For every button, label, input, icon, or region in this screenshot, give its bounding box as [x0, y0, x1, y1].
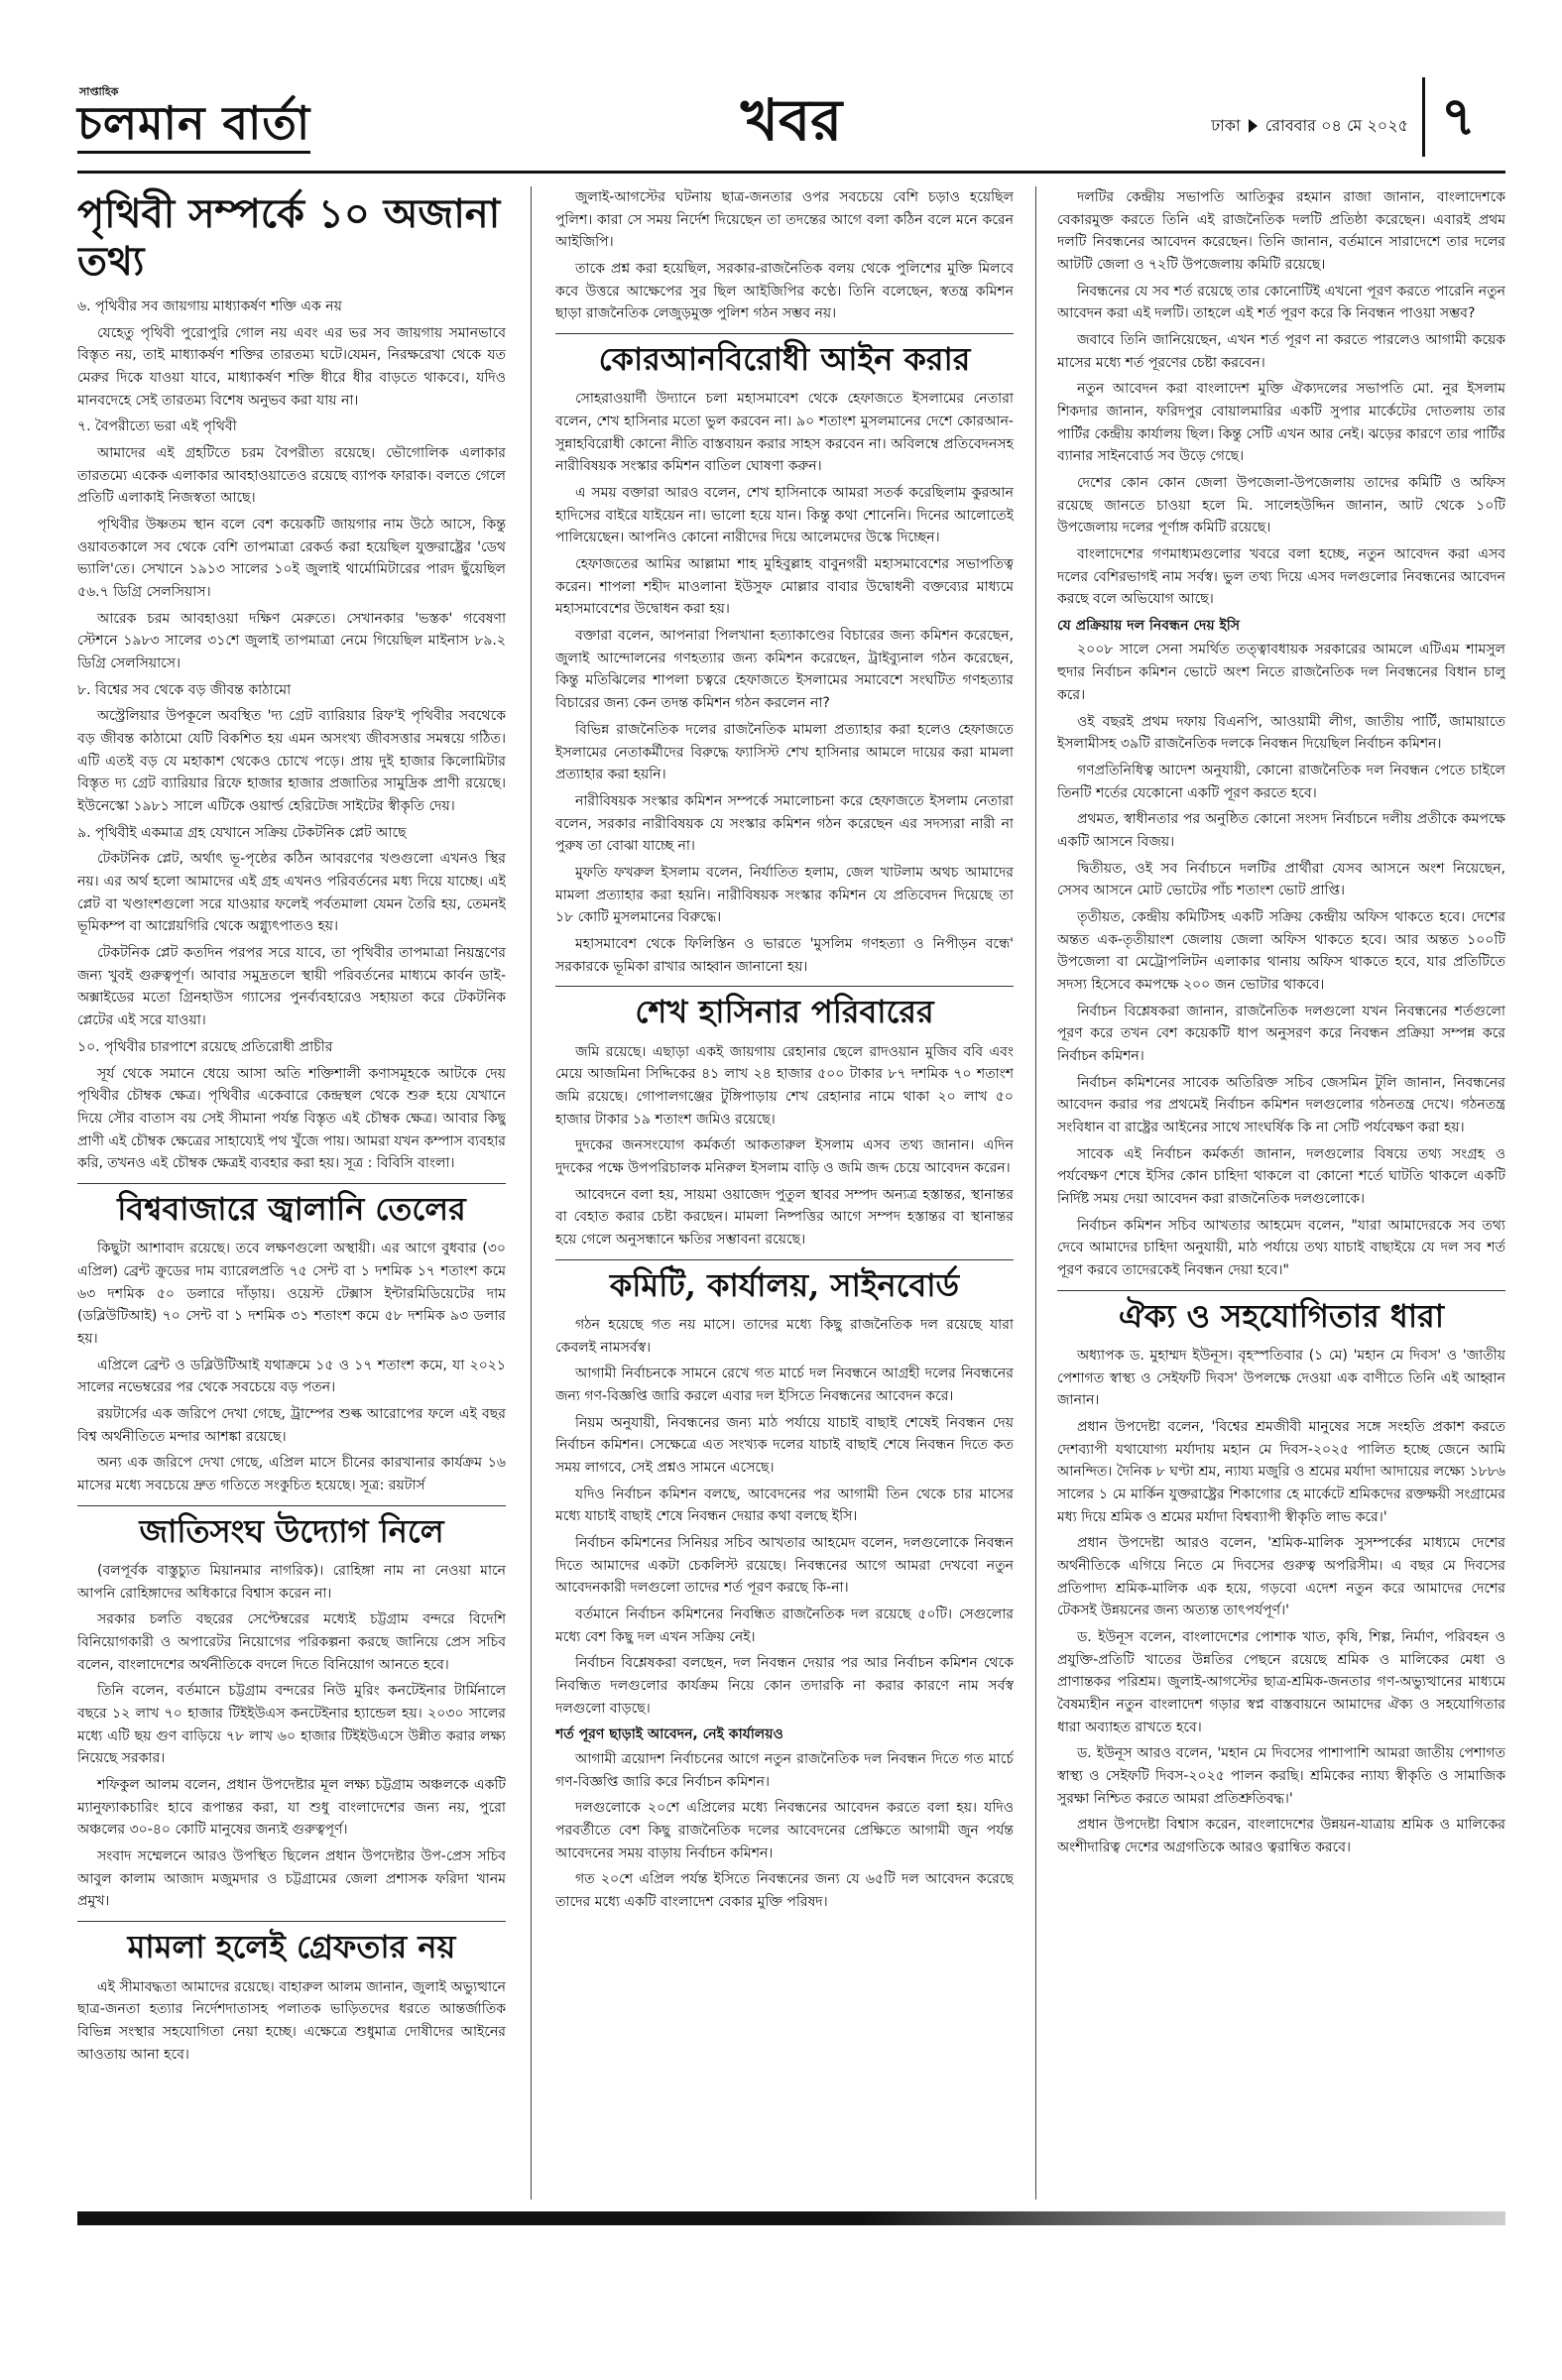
article-paragraph: যদিও নির্বাচন কমিশন বলছে, আবেদনের পর আগামী তিন থেকে চার মাসের মধ্যে যাচাই বাছাই শেষে নিবন্ধন দেয়ার কথা বলছে ইসি। — [555, 1486, 1014, 1525]
article-divider — [77, 1921, 506, 1922]
article-paragraph: সাবেক এই নির্বাচন কর্মকর্তা জানান, দলগুলোর বিষয়ে তথ্য সংগ্রহ ও পর্যবেক্ষণ শেষে ইসির কোন চাহিদা থাকলে বা কোনো শর্তে ঘাটতি থাকলে একটি নির্দিষ্ট সময় দেয়া আবেদন করা রাজনৈতিক দলগুলোকে। — [1057, 1145, 1505, 1207]
article-paragraph: হেফাজতের আমির আল্লামা শাহ মুহিবুল্লাহ বাবুনগরী মহাসমাবেশের সভাপতিত্ব করেন। শাপলা শহীদ মাওলানা ইউসুফ মোল্লার বাবার উদ্বোধনী বক্তব্যের মাধ্যমে মহাসমাবেশের উদ্বোধন করা হয়। — [555, 556, 1014, 618]
article-paragraph: নির্বাচন কমিশনের সাবেক অতিরিক্ত সচিব জেসমিন টুলি জানান, নিবন্ধনের আবেদন করার পর প্রথমেই নির্বাচন কমিশন দলগুলোর গঠনতন্ত্র দেখে। গঠনতন্ত্র সংবিধান বা রাষ্ট্রের আইনের সাথে সাংঘর্ষিক কি না সেটি পর্যবেক্ষণ করা হয়। — [1057, 1074, 1505, 1135]
page-number: ৭ — [1422, 77, 1476, 157]
article-paragraph: সরকার চলতি বছরের সেপ্টেম্বরের মধ্যেই চট্টগ্রাম বন্দরে বিদেশি বিনিয়োগকারী ও অপারেটর নিয়োগের পরিকল্পনা করছে জানিয়ে প্রেস সচিব বলেন, বাংলাদেশের অর্থনীতিকে বদলে দিতে বিনিয়োগ আনতে হবে। — [77, 1611, 506, 1673]
article-paragraph: ৯. পৃথিবীই একমাত্র গ্রহ যেখানে সক্রিয় টেকটনিক প্লেট আছে — [77, 824, 407, 841]
article-paragraph: এই সীমাবদ্ধতা আমাদের রয়েছে। বাহারুল আলম জানান, জুলাই অভ্যুত্থানে ছাত্র-জনতা হত্যার নির্দেশদাতাসহ পলাতক ভাড়িতদের ধরতে আন্তর্জাতিক বিভিন্ন সংস্থার সহযোগিতা নেয়া হচ্ছে। এক্ষেত্রে শুধুমাত্র দোষীদের আইনের আওতায় আনা হবে। — [77, 1978, 506, 2063]
masthead — [77, 77, 1505, 157]
article-paragraph: নিবন্ধনের যে সব শর্ত রয়েছে তার কোনোটিই এখনো পূরণ করতে পারেনি নতুন আবেদন করা এই দলটি। তাহলে এই শর্ত পূরণ করে কি নিবন্ধন পাওয়া সম্ভব? — [1057, 283, 1505, 322]
article-paragraph: অস্ট্রেলিয়ার উপকূলে অবস্থিত 'দ্য গ্রেট ব্যারিয়ার রিফ'ই পৃথিবীর সবথেকে বড় জীবন্ত কাঠামো যেটি বিকশিত হয় এমন অসংখ্য জীবসত্তার সমন্বয়ে গঠিত। এটি এতই বড় যে মহাকাশ থেকেও চোখে পড়ে। প্রায় দুই হাজার কিলোমিটার বিস্তৃত দ্য গ্রেট ব্যারিয়ার রিফে হাজার হাজার প্রজাতির সামুদ্রিক প্রাণী রয়েছে। ইউনেস্কো ১৯৮১ সালে এটিকে ওয়ার্ল্ড হেরিটেজ সাইটের স্বীকৃতি দেয়। — [77, 708, 506, 815]
article-headline: মামলা হলেই গ্রেফতার নয় — [127, 1928, 456, 1966]
article-paragraph: বর্তমানে নির্বাচন কমিশনের নিবন্ধিত রাজনৈতিক দল রয়েছে ৫০টি। সেগুলোর মধ্যে বেশ কিছু দল এখন সক্রিয় নেই। — [555, 1606, 1014, 1645]
article-paragraph: আবেদনে বলা হয়, সায়মা ওয়াজেদ পুতুল স্থাবর সম্পদ অন্যত্র হস্তান্তর, স্থানান্তর বা বেহাত করার চেষ্টা করছেন। মামলা নিষ্পত্তির আগে সম্পদ হস্তান্তর বা স্থানান্তর হয়ে গেলে অনুসন্ধানে ক্ষতির সম্ভাবনা রয়েছে। — [555, 1186, 1014, 1248]
article-paragraph: জবাবে তিনি জানিয়েছেন, এখন শর্ত পূরণ না করতে পারলেও আগামী কয়েক মাসের মধ্যে শর্ত পূরণের চেষ্টা করবেন। — [1057, 332, 1505, 371]
article-paragraph: রয়টার্সের এক জরিপে দেখা গেছে, ট্রাম্পের শুল্ক আরোপের ফলে এই বছর বিশ্ব অর্থনীতিতে মন্দার আশঙ্কা রয়েছে। — [77, 1405, 506, 1445]
article-paragraph: গঠন হয়েছে গত নয় মাসে। তাদের মধ্যে কিছু রাজনৈতিক দল রয়েছে যারা কেবলই নামসর্বস্ব। — [555, 1317, 1014, 1356]
article-paragraph: তিনি বলেন, বর্তমানে চট্টগ্রাম বন্দরের নিউ মুরিং কনটেইনার টার্মিনালে বছরে ১২ লাখ ৭০ হাজার টিইইউএস কনটেইনার হ্যান্ডেল হয়। ২০৩০ সালের মধ্যে এটি ছয় গুণ বাড়িয়ে ৭৮ লাখ ৬০ হাজার টিইইউএসে উন্নীত করার লক্ষ্য নিয়েছে সরকার। — [77, 1683, 506, 1767]
article-paragraph: আগামী নির্বাচনকে সামনে রেখে গত মার্চে দল নিবন্ধনে আগ্রহী দলের নিবন্ধনের জন্য গণ-বিজ্ঞপ্তি জারি করলে এবার দল ইসিতে নিবন্ধনের আবেদন করে। — [555, 1366, 1014, 1405]
article-paragraph: নির্বাচন কমিশন সচিব আখতার আহমেদ বলেন, "যারা আমাদেরকে সব তথ্য দেবে আমাদের চাহিদা অনুযায়ী, মাঠ পর্যায়ে তথ্য যাচাই বাছাইয়ে যে দল সব শর্ত পূরণ করবে তাদেরকেই নিবন্ধন দেয়া হবে।" — [1057, 1217, 1505, 1278]
article-paragraph: আগামী ত্রয়োদশ নির্বাচনের আগে নতুন রাজনৈতিক দল নিবন্ধন দিতে গত মার্চে গণ-বিজ্ঞপ্তি জারি করে নির্বাচন কমিশন। — [555, 1750, 1014, 1790]
article-paragraph: টেকটনিক প্লেট, অর্থাৎ ভূ-পৃষ্ঠের কঠিন আবরণের খণ্ডগুলো এখনও স্থির নয়। এর অর্থ হলো আমাদের এই গ্রহ এখনও পরিবর্তনের মধ্য দিয়ে যাচ্ছে। এই প্লেট বা খণ্ডাংশগুলো সরে যাওয়ার ফলেই পর্বতমালা যেমন তৈরি হয়, তেমনই ভূমিকম্প বা আগ্নেয়গিরি থেকে অগ্ন্যুৎপাতও হয়। — [77, 851, 506, 935]
article-paragraph: ৭. বৈপরীত্যে ভরা এই পৃথিবী — [77, 418, 237, 435]
article-paragraph: আরেক চরম আবহাওয়া দক্ষিণ মেরুতে। সেখানকার 'ভস্তক' গবেষণা স্টেশনে ১৯৮৩ সালের ৩১শে জুলাই তাপমাত্রা নেমে গিয়েছিল মাইনাস ৮৯.২ ডিগ্রি সেলসিয়াসে। — [77, 610, 506, 672]
article-paragraph: যেহেতু পৃথিবী পুরোপুরি গোল নয় এবং এর ভর সব জায়গায় সমানভাবে বিস্তৃত নয়, তাই মাধ্যাকর্ষণ শক্তির তারতম্য ঘটে।যেমন, নিরক্ষরেখা থেকে যত মেরুর দিকে যাওয়া যাবে, মাধ্যাকর্ষণ শক্তি ধীরে ধীর বাড়তে থাকবে।, যদিও মানবদেহে সেই তারতম্য বিশেষ অনুভব করা যায় না। — [77, 324, 506, 409]
article-paragraph: ৬. পৃথিবীর সব জায়গায় মাধ্যাকর্ষণ শক্তি এক নয় — [77, 298, 342, 314]
article-divider — [555, 986, 1014, 987]
article-paragraph: প্রধান উপদেষ্টা আরও বলেন, 'শ্রমিক-মালিক সুসম্পর্কের মাধ্যমে দেশের অর্থনীতিকে এগিয়ে নিতে মে দিবসের গুরুত্ব অপরিসীম। এ বছর মে দিবসের প্রতিপাদ্য শ্রমিক-মালিক এক হয়ে, গড়বো এদেশ নতুন করে আমাদের দেশের টেকসই উন্নয়নের জন্য অত্যন্ত তাৎপর্যপূর্ণ।' — [1057, 1535, 1505, 1619]
article-paragraph: ২০০৮ সালে সেনা সমর্থিত তত্ত্বাবধায়ক সরকারের আমলে এটিএম শামসুল হুদার নির্বাচন কমিশন ভোটে অংশ নিতে রাজনৈতিক দল নিবন্ধনের বিধান চালু করে। — [1057, 642, 1505, 703]
article-paragraph: ১০. পৃথিবীর চারপাশে রয়েছে প্রতিরোধী প্রাচীর — [77, 1038, 333, 1055]
article-paragraph: নির্বাচন বিশ্লেষকরা জানান, রাজনৈতিক দলগুলো যখন নিবন্ধনের শর্তগুলো পূরণ করে তখন বেশ কয়েকটি ধাপ অনুসরণ করে নিবন্ধন প্রক্রিয়া সম্পন্ন করে নির্বাচন কমিশন। — [1057, 1003, 1505, 1064]
article-paragraph: নির্বাচন বিশ্লেষকরা বলছেন, দল নিবন্ধন দেয়ার পর আর নির্বাচন কমিশন থেকে নিবন্ধিত দলগুলোর কার্যক্রম নিয়ে কোন তদারকি না করার কারণে নাম সর্বস্ব দলগুলো বাড়ছে। — [555, 1655, 1014, 1717]
article-paragraph: নির্বাচন কমিশনের সিনিয়র সচিব আখতার আহমেদ বলেন, দলগুলোকে নিবন্ধন দিতে আমাদের একটা চেকলিস্ট রয়েছে। নিবন্ধনের আগে আমরা দেখবো নতুন আবেদনকারী দলগুলো তাদের শর্ত পূরণ করছে কি-না। — [555, 1535, 1014, 1597]
article-paragraph: ওই বছরই প্রথম দফায় বিএনপি, আওয়ামী লীগ, জাতীয় পার্টি, জামায়াতে ইসলামীসহ ৩৯টি রাজনৈতিক দলকে নিবন্ধন দিয়েছিল নির্বাচন কমিশন। — [1057, 713, 1505, 753]
article-paragraph: তৃতীয়ত, কেন্দ্রীয় কমিটিসহ একটি সক্রিয় কেন্দ্রীয় অফিস থাকতে হবে। দেশের অন্তত এক-তৃতীয়াংশ জেলায় জেলা অফিস থাকতে হবে। আর অন্তত ১০০টি উপজেলা বা মেট্রোপলিটন এলাকার থানায় অফিস থাকতে হবে, যার প্রতিটিতে সদস্য হিসেবে কমপক্ষে ২০০ জন ভোটার থাকবে। — [1057, 908, 1505, 993]
article-paragraph: (বলপূর্বক বাস্তুচ্যুত মিয়ানমার নাগরিক)। রোহিঙ্গা নাম না নেওয়া মানে আপনি রোহিঙ্গাদের অধিকারে বিশ্বাস করেন না। — [77, 1563, 506, 1602]
logo-tagline: সাপ্তাহিক — [79, 85, 119, 98]
article-paragraph: দুদকের জনসংযোগ কর্মকর্তা আকতারুল ইসলাম এসব তথ্য জানান। এদিন দুদকের পক্ষে উপপরিচালক মনিরুল ইসলাম বাড়ি ও জমি জব্দ চেয়ে আবেদন করেন। — [555, 1137, 1014, 1176]
article-paragraph: এপ্রিলে ব্রেন্ট ও ডব্লিউটিআই যথাক্রমে ১৫ ও ১৭ শতাংশ কমে, যা ২০২১ সালের নভেম্বরের পর থেকে সবচেয়ে বড় পতন। — [77, 1357, 506, 1396]
section-title: খবর — [740, 86, 843, 154]
article-paragraph: অধ্যাপক ড. মুহাম্মদ ইউনূস। বৃহস্পতিবার (১ মে) 'মহান মে দিবস' ও 'জাতীয় পেশাগত স্বাস্থ্য ও সেইফটি দিবস' উপলক্ষে দেওয়া এক বাণীতে তিনি এই আহ্বান জানান। — [1057, 1348, 1505, 1409]
footer-bar — [77, 2211, 1505, 2225]
article-paragraph: প্রধান উপদেষ্টা বলেন, 'বিশ্বের শ্রমজীবী মানুষের সঙ্গে সংহতি প্রকাশ করতে দেশব্যাপী যথাযোগ্য মর্যাদায় মহান মে দিবস-২০২৫ পালিত হচ্ছে জেনে আমি আনন্দিত। দৈনিক ৮ ঘণ্টা শ্রম, ন্যায্য মজুরি ও শ্রমের মর্যাদা আদায়ের লক্ষ্যে ১৮৮৬ সালের ১ মে মার্কিন যুক্তরাষ্ট্রের শিকাগোর হে মার্কেটে শ্রমিকদের রক্তক্ষয়ী সংগ্রামের মধ্য দিয়ে শ্রমিক ও শ্রমের মর্যাদা বিশ্বব্যাপী স্বীকৃতি লাভ করে।' — [1057, 1419, 1505, 1525]
article-paragraph: গত ২০শে এপ্রিল পর্যন্ত ইসিতে নিবন্ধনের জন্য যে ৬৫টি দল আবেদন করেছে তাদের মধ্যে একটি বাংলাদেশ বেকার মুক্তি পরিষদ। — [555, 1871, 1014, 1910]
article-paragraph: মুফতি ফখরুল ইসলাম বলেন, নির্যাতিত হলাম, জেল খাটলাম অথচ আমাদের মামলা প্রত্যাহার করা হয়নি। নারীবিষয়ক সংস্কার কমিশন যে প্রতিবেদন দিয়েছে তা ১৮ কোটি মুসলমানের বিরুদ্ধে। — [555, 864, 1014, 926]
article-paragraph: জুলাই-আগস্টের ঘটনায় ছাত্র-জনতার ওপর সবচেয়ে বেশি চড়াও হয়েছিল পুলিশ। কারা সে সময় নির্দেশ দিয়েছেন তা তদন্তের আগে বলা কঠিন বলে মনে করেন আইজিপি। — [555, 189, 1014, 251]
article-paragraph: দ্বিতীয়ত, ওই সব নির্বাচনে দলটির প্রার্থীরা যেসব আসনে অংশ নিয়েছেন, সেসব আসনে মোট ভোটের পাঁচ শতাংশ ভোট প্রাপ্তি। — [1057, 860, 1505, 899]
article-subhead: যে প্রক্রিয়ায় দল নিবন্ধন দেয় ইসি — [1057, 618, 1241, 635]
article-paragraph: মহাসমাবেশ থেকে ফিলিস্তিন ও ভারতে 'মুসলিম গণহত্যা ও নিপীড়ন বন্ধে' সরকারকে ভূমিকা রাখার আহ্বান জানানো হয়। — [555, 935, 1014, 975]
article-paragraph: এ সময় বক্তারা আরও বলেন, শেখ হাসিনাকে আমরা সতর্ক করেছিলাম কুরআন হাদিসের বাইরে যাইয়েন না। ভালো হয়ে যান। কিন্তু কথা শোনেনি। দিনের আলোতেই পালিয়েছেন। আপনিও কোনো নারীদের দিয়ে আলেমদের উস্কে দিচ্ছেন। — [555, 485, 1014, 546]
article-paragraph: বাংলাদেশের গণমাধ্যমগুলোর খবরে বলা হচ্ছে, নতুন আবেদন করা এসব দলের বেশিরভাগই নাম সর্বস্ব। ভুল তথ্য দিয়ে এসব দলগুলোর নিবন্ধনের আবেদন করছে বলে অভিযোগ আছে। — [1057, 546, 1505, 608]
article-paragraph: নিয়ম অনুযায়ী, নিবন্ধনের জন্য মাঠ পর্যায়ে যাচাই বাছাই শেষেই নিবন্ধন দেয় নির্বাচন কমিশন। সেক্ষেত্রে এত সংখ্যক দলের যাচাই বাছাই শেষে নিবন্ধন দিতে কত সময় লাগবে, সেই প্রশ্নও সামনে এসেছে। — [555, 1414, 1014, 1477]
article-subhead: শর্ত পূরণ ছাড়াই আবেদন, নেই কার্যালয়ও — [555, 1726, 783, 1743]
article-headline: পৃথিবী সম্পর্কে ১০ অজানা তথ্য — [77, 190, 501, 285]
newspaper-logo: চলমান বার্তা — [77, 95, 310, 154]
article-paragraph: পৃথিবীর উষ্ণতম স্থান বলে বেশ কয়েকটি জায়গার নাম উঠে আসে, কিন্তু ওয়াবতকালে সব থেকে বেশি তাপমাত্রা রেকর্ড করা হয়েছিল যুক্তরাষ্ট্রের 'ডেথ ভ্যালি'তে। সেখানে ১৯১৩ সালের ১০ই জুলাই থার্মোমিটারের পারদ ছুঁয়েছিল ৫৬.৭ ডিগ্রি সেলসিয়াস। — [77, 517, 506, 601]
article-divider — [77, 1505, 506, 1506]
column-1 — [77, 186, 506, 2200]
article-headline: কমিটি, কার্যালয়, সাইনবোর্ড — [609, 1265, 960, 1304]
article-headline: কোরআনবিরোধী আইন করার — [598, 340, 971, 379]
article-divider — [555, 333, 1014, 334]
article-paragraph: অন্য এক জরিপে দেখা গেছে, এপ্রিল মাসে চীনের কারখানার কার্যক্রম ১৬ মাসের মধ্যে সবচেয়ে দ্রুত গতিতে সংকুচিত হয়েছে। সূত্র: রয়টার্স — [77, 1455, 506, 1493]
article-paragraph: শফিকুল আলম বলেন, প্রধান উপদেষ্টার মূল লক্ষ্য চট্টগ্রাম অঞ্চলকে একটি ম্যানুফ্যাকচারিং হাবে রূপান্তর করা, যা শুধু বাংলাদেশের জন্য নয়, পুরো অঞ্চলের ৩০-৪০ কোটি মানুষের জন্যই গুরুত্বপূর্ণ। — [77, 1777, 506, 1839]
column-divider — [1035, 186, 1036, 2200]
article-paragraph: ড. ইউনূস বলেন, বাংলাদেশের পোশাক খাত, কৃষি, শিল্প, নির্মাণ, পরিবহন ও প্রযুক্তি-প্রতিটি খাতের উন্নতির পেছনে রয়েছে শ্রমিক ও মালিকের মেধা ও প্রাণান্তকর পরিশ্রম। জুলাই-আগস্টের ছাত্র-শ্রমিক-জনতার গণ-অভ্যুত্থানের মাধ্যমে বৈষম্যহীন নতুন বাংলাদেশ গড়ার স্বপ্ন বাস্তবায়নে আমাদের ঐক্য ও সহযোগিতার ধারা অব্যাহত রাখতে হবে। — [1057, 1629, 1505, 1735]
article-paragraph: সোহরাওয়ার্দী উদ্যানে চলা মহাসমাবেশ থেকে হেফাজতে ইসলামের নেতারা বলেন, শেখ হাসিনার মতো ভুল করবেন না। ৯০ শতাংশ মুসলমানের দেশে কোরআন-সুন্নাহবিরোধী কোনো নীতি বাস্তবায়ন করার সাহস করবেন না। অবিলম্বে প্রতিবেদনসহ নারীবিষয়ক সংস্কার কমিশন বাতিল ঘোষণা করুন। — [555, 391, 1014, 475]
column-2 — [555, 186, 1014, 2200]
article-paragraph: দেশের কোন কোন জেলা উপজেলা-উপজেলায় তাদের কমিটি ও অফিস রয়েছে জানতে চাওয়া হলে মি. সালেহউদ্দিন জানান, আট থেকে ১০টি উপজেলায় দলের পূর্ণাঙ্গ কমিটি রয়েছে। — [1057, 475, 1505, 536]
article-paragraph: কিছুটা আশাবাদ রয়েছে। তবে লক্ষণগুলো অস্থায়ী। এর আগে বুধবার (৩০ এপ্রিল) ব্রেন্ট ক্রুডের দাম ব্যারেলপ্রতি ৭৫ সেন্ট বা ১ দশমিক ১৭ শতাংশ কমে ৬৩ দশমিক ৫০ ডলারে দাঁড়ায়। ওয়েস্ট টেক্সাস ইন্টারমিডিয়েটের দাম (ডব্লিউটিআই) ৭০ সেন্ট বা ১ দশমিক ৩১ শতাংশ কমে ৫৮ দশমিক ৯৩ ডলার হয়। — [77, 1241, 506, 1347]
column-3 — [1057, 186, 1505, 2200]
article-paragraph: সংবাদ সম্মেলনে আরও উপস্থিত ছিলেন প্রধান উপদেষ্টার উপ-প্রেস সচিব আবুল কালাম আজাদ মজুমদার ও চট্টগ্রামের জেলা প্রশাসক ফরিদা খানম প্রমুখ। — [77, 1848, 506, 1910]
article-paragraph: তাকে প্রশ্ন করা হয়েছিল, সরকার-রাজনৈতিক বলয় থেকে পুলিশের মুক্তি মিলবে কবে উত্তরে আক্ষেপের সুর ছিল আইজিপির কণ্ঠে। তিনি বলেছেন, স্বতন্ত্র কমিশন ছাড়া রাজনৈতিক লেজুড়মুক্ত পুলিশ গঠন সম্ভব নয়। — [555, 261, 1014, 322]
article-paragraph: প্রধান উপদেষ্টা বিশ্বাস করেন, বাংলাদেশের উন্নয়ন-যাত্রায় শ্রমিক ও মালিকের অংশীদারিত্ব দেশের অগ্রগতিকে আরও ত্বরান্বিত করবে। — [1057, 1817, 1505, 1856]
article-paragraph: প্রথমত, স্বাধীনতার পর অনুষ্ঠিত কোনো সংসদ নির্বাচনে দলীয় প্রতীকে কমপক্ষে একটি আসনে বিজয়। — [1057, 811, 1505, 850]
article-paragraph: বক্তারা বলেন, আপনারা পিলখানা হত্যাকাণ্ডের বিচারের জন্য কমিশন করেছেন, জুলাই আন্দোলনের গণহত্যার জন্য কমিশন করেছেন, ট্রাইব্যুনাল গঠন করেছেন, কিন্তু মতিঝিলের শাপলা চত্বরে হেফাজতে ইসলামের সমাবেশে সংঘটিত গণহত্যার বিচারের জন্য কেন তদন্ত কমিশন গঠন করলেন না? — [555, 628, 1014, 712]
article-paragraph: নতুন আবেদন করা বাংলাদেশ মুক্তি ঐক্যদলের সভাপতি মো. নুর ইসলাম শিকদার জানান, ফরিদপুর বোয়ালমারির একটি সুপার মার্কেটের দোতলায় তার পার্টির কেন্দ্রীয় কার্যালয় ছিল। কিন্তু সেটি এখন আর নেই। ঝড়ের কারণে তার পার্টির ব্যানার সাইনবোর্ড সব উড়ে গেছে। — [1057, 381, 1505, 465]
article-headline: বিশ্ববাজারে জ্বালানি তেলের — [117, 1189, 466, 1228]
article-paragraph: ড. ইউনূস আরও বলেন, 'মহান মে দিবসের পাশাপাশি আমরা জাতীয় পেশাগত স্বাস্থ্য ও সেইফটি দিবস-২০২৫ পালন করছি। শ্রমিকের ন্যায্য স্বীকৃতি ও সামাজিক সুরক্ষা নিশ্চিত করতে আমরা প্রতিশ্রুতিবদ্ধ।' — [1057, 1745, 1505, 1807]
article-paragraph: সূর্য থেকে সমানে ধেয়ে আসা অতি শক্তিশালী কণাসমূহকে আটকে দেয় পৃথিবীর চৌম্বক ক্ষেত্র। পৃথিবীর একেবারে কেন্দ্রস্থল থেকে শুরু হয়ে যেখানে দিয়ে সৌর বাতাস বয় সেই সীমানা পর্যন্ত বিস্তৃত এই চৌম্বক ক্ষেত্র। আবার কিছু প্রাণী এই চৌম্বক ক্ষেত্রের সাহায্যেই পথ খুঁজে পায়। আমরা যখন কম্পাস ব্যবহার করি, তখনও এই চৌম্বক ক্ষেত্রই ব্যবহার করা হয়। সূত্র : বিবিসি বাংলা। — [77, 1065, 506, 1172]
article-paragraph: ৮. বিশ্বের সব থেকে বড় জীবন্ত কাঠামো — [77, 681, 292, 698]
column-divider — [531, 186, 532, 2200]
dateline — [1211, 113, 1408, 140]
article-headline: ঐক্য ও সহযোগিতার ধারা — [1119, 1296, 1444, 1335]
article-paragraph: দলগুলোকে ২০শে এপ্রিলের মধ্যে নিবন্ধনের আবেদন করতে বলা হয়। যদিও পরবর্তীতে বেশ কিছু রাজনৈতিক দলের আবেদনের প্রেক্ষিতে আগামী জুন পর্যন্ত আবেদনের সময় বাড়ায় নির্বাচন কমিশন। — [555, 1800, 1014, 1861]
wedge-icon — [1249, 119, 1258, 133]
article-divider — [555, 1259, 1014, 1260]
article-paragraph: টেকটনিক প্লেট কতদিন পরপর সরে যাবে, তা পৃথিবীর তাপমাত্রা নিয়ন্ত্রণের জন্য খুবই গুরুত্বপূর্ণ। আবার সমুদ্রতলে স্থায়ী পরিবর্তনের মাধ্যমে কার্বন ডাই-অক্সাইডের মতো গ্রিনহাউস গ্যাসের পুনর্ব্যবহারেও সহায়তা করে টেকটনিক প্লেটের এই সরে যাওয়া। — [77, 945, 506, 1029]
article-divider — [77, 1183, 506, 1184]
dateline-city: ঢাকা — [1211, 116, 1241, 135]
article-paragraph: গণপ্রতিনিধিত্ব আদেশ অনুযায়ী, কোনো রাজনৈতিক দল নিবন্ধন পেতে চাইলে তিনটি শর্তের যেকোনো একটি পূরণ করতে হবে। — [1057, 762, 1505, 801]
article-paragraph: জমি রয়েছে। এছাড়া একই জায়গায় রেহানার ছেলে রাদওয়ান মুজিব ববি এবং মেয়ে আজমিনা সিদ্দিকের ৪১ লাখ ২৪ হাজার ৫০০ টাকার ৮৭ দশমিক ৭০ শতাংশ জমি রয়েছে। গোপালগঞ্জের টুঙ্গিপাড়ায় শেখ রেহানার নামে থাকা ২০ লাখ ৫০ হাজার টাকার ১৯ শতাংশ জমিও রয়েছে। — [555, 1043, 1014, 1128]
article-paragraph: দলটির কেন্দ্রীয় সভাপতি আতিকুর রহমান রাজা জানান, বাংলাদেশকে বেকারমুক্ত করতে তিনি এই রাজনৈতিক দলটি প্রতিষ্ঠা করেছেন। এবারই প্রথম দলটি নিবন্ধনের আবেদন করেছেন। তিনি জানান, বর্তমানে সারাদেশে তার দলের আটটি জেলা ও ৭২টি উপজেলায় কমিটি রয়েছে। — [1057, 189, 1505, 274]
article-paragraph: আমাদের এই গ্রহটিতে চরম বৈপরীত্য রয়েছে। ভৌগোলিক এলাকার তারতম্যে একেক এলাকার আবহাওয়াতেও রয়েছে ব্যাপক ফারাক। বলতে গেলে প্রতিটি এলাকাই নিজস্বতা আছে। — [77, 445, 506, 507]
dateline-date: রোববার ০৪ মে ২০২৫ — [1264, 116, 1408, 135]
article-paragraph: নারীবিষয়ক সংস্কার কমিশন সম্পর্কে সমালোচনা করে হেফাজতে ইসলাম নেতারা বলেন, সরকার নারীবিষয়ক যে সংস্কার কমিশন গঠন করেছেন এর সদস্যরা নারী না পুরুষ তা বোঝা যাচ্ছে না। — [555, 792, 1014, 855]
article-headline: জাতিসংঘ উদ্যোগ নিলে — [139, 1511, 444, 1550]
article-paragraph: বিভিন্ন রাজনৈতিক দলের রাজনৈতিক মামলা প্রত্যাহার করা হলেও হেফাজতে ইসলামের নেতাকর্মীদের বিরুদ্ধে ফ্যাসিস্ট শেখ হাসিনার আমলে দায়ের করা মামলা প্রত্যাহার করা হয়নি। — [555, 721, 1014, 783]
article-divider — [1057, 1290, 1505, 1291]
article-headline: শেখ হাসিনার পরিবারের — [635, 993, 934, 1031]
masthead-divider — [77, 171, 1505, 174]
